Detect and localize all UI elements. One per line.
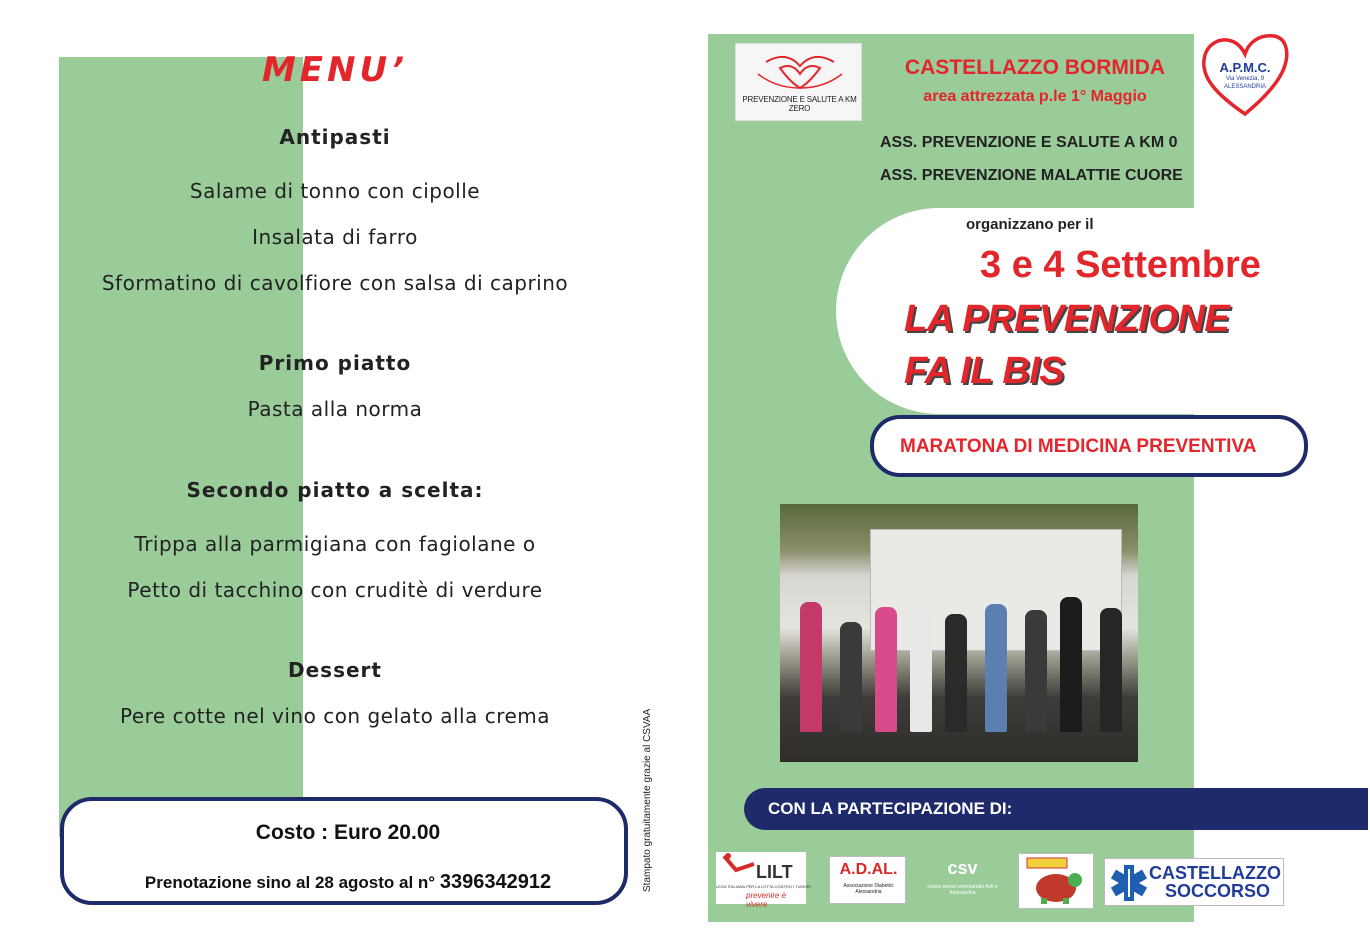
- menu-item: Pere cotte nel vino con gelato alla crema: [119, 704, 551, 728]
- association-2: ASS. PREVENZIONE MALATTIE CUORE: [880, 167, 1183, 184]
- castellazzo-line2: SOCCORSO: [1165, 881, 1271, 901]
- menu-item: Petto di tacchino con cruditè di verdure: [127, 578, 543, 602]
- lilt-figure-icon: [720, 852, 756, 874]
- menu-title: MENU’: [261, 50, 409, 90]
- booking-text: [64, 871, 632, 894]
- prevenzione-logo: [735, 43, 862, 121]
- event-dates: 3 e 4 Settembre: [980, 244, 1261, 286]
- lilt-logo: [716, 852, 811, 909]
- menu-item: Sformatino di cavolfiore con salsa di caprino: [101, 271, 569, 295]
- cost-box: [60, 797, 628, 905]
- cost-text: Costo : Euro 20.00: [255, 821, 441, 844]
- adal-sub: Associazione Diabetici Alessandria: [843, 883, 894, 895]
- apmc-address: Via Venezia, 9: [1225, 76, 1265, 82]
- section-heading-dessert: Dessert: [288, 658, 382, 682]
- menu-item: Trippa alla parmigiana con fagiolane o: [134, 532, 536, 556]
- menu-item: Pasta alla norma: [247, 397, 423, 421]
- csv-logo: [925, 856, 1000, 902]
- lilt-sub: LEGA ITALIANA PER LA LOTTA CONTRO I TUMORI: [716, 884, 811, 889]
- slogan-line-2: FA IL BIS: [904, 350, 1065, 392]
- association-1: ASS. PREVENZIONE E SALUTE A KM 0: [880, 134, 1178, 151]
- booking-label: Prenotazione sino al 28 agosto al n°: [144, 873, 436, 892]
- participation-text: CON LA PARTECIPAZIONE DI:: [768, 799, 1013, 818]
- csv-sub: centro servizi volontariato Asti e Alessandria: [927, 884, 998, 896]
- lilt-motto: prevenire è vivere: [746, 891, 787, 909]
- adal-logo: [829, 856, 906, 904]
- organize-text: organizzano per il: [966, 216, 1094, 233]
- section-heading-primo: Primo piatto: [258, 351, 412, 375]
- prevenzione-logo-label: PREVENZIONE E SALUTE A KM ZERO: [742, 95, 857, 113]
- slogan-line-1: LA PREVENZIONE: [904, 298, 1230, 340]
- menu-item: Insalata di farro: [252, 225, 418, 249]
- star-of-life-icon: [1109, 863, 1149, 903]
- section-heading-secondo: Secondo piatto a scelta:: [186, 478, 484, 502]
- csv-name: csv: [947, 858, 978, 878]
- mascot-logo: [1018, 853, 1094, 909]
- hands-heart-icon: [736, 48, 863, 92]
- printed-note: Stampato gratuitamente grazie al CSVAA: [642, 708, 653, 892]
- marathon-box: [870, 415, 1308, 477]
- event-photo: [780, 504, 1138, 762]
- menu-item: Salame di tonno con cipolle: [189, 179, 481, 203]
- marathon-text: MARATONA DI MEDICINA PREVENTIVA: [900, 436, 1257, 457]
- apmc-city: ALESSANDRIA: [1223, 84, 1266, 90]
- apmc-name: A.P.M.C.: [1219, 60, 1271, 75]
- lilt-name: LILT: [756, 862, 793, 882]
- event-area: area attrezzata p.le 1° Maggio: [923, 88, 1147, 105]
- section-heading-antipasti: Antipasti: [279, 125, 391, 149]
- castellazzo-line1: CASTELLAZZO: [1149, 863, 1281, 883]
- participation-bar: [744, 788, 1368, 830]
- booking-phone: 3396342912: [439, 871, 552, 893]
- castellazzo-soccorso-logo: [1104, 858, 1284, 906]
- apmc-logo: [1196, 30, 1294, 120]
- heart-icon: [1196, 30, 1294, 120]
- adal-name: A.D.AL.: [839, 861, 898, 878]
- event-town: CASTELLAZZO BORMIDA: [904, 56, 1166, 79]
- turtle-mascot-icon: [1019, 854, 1093, 908]
